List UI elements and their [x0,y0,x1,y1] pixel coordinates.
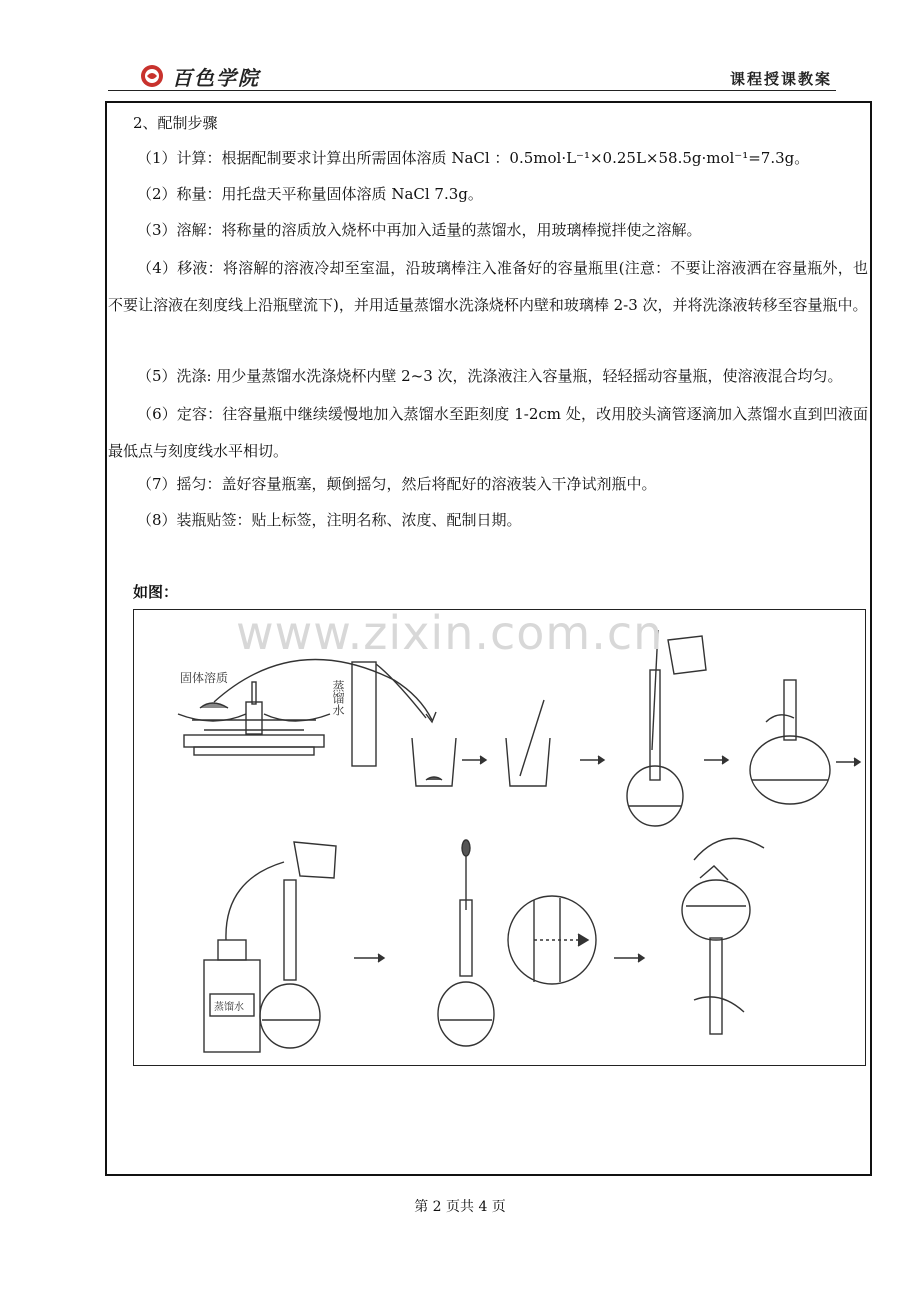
solid-solute-label: 固体溶质 [180,671,229,685]
step-8: （8）装瓶贴签：贴上标签，注明名称、浓度、配制日期。 [137,511,522,529]
volumetric-flask-rinse [260,842,336,1048]
inverting-flask [682,838,764,1034]
graduated-cylinder [352,662,376,766]
header-rule [108,90,836,91]
step-2: （2）称量：用托盘天平称量固体溶质 NaCl 7.3g。 [137,185,483,203]
beaker-2 [506,738,550,786]
swirling-flask [750,680,830,804]
step-3: （3）溶解：将称量的溶质放入烧杯中再加入适量的蒸馏水，用玻璃棒搅拌使之溶解。 [137,221,702,239]
figure-label: 如图： [133,583,179,601]
procedure-diagram [134,610,867,1067]
step-4: （4）移液：将溶解的溶液冷却至室温，沿玻璃棒注入准备好的容量瓶里(注意：不要让溶液洒在容量瓶外，也不要让溶液在刻度线上沿瓶壁流下)，并用适量蒸馏水洗涤烧杯内壁和玻璃棒 2-3 次，并将洗涤液转移至容量瓶中。 [108,259,868,314]
meniscus-magnifier [508,896,596,984]
document-type: 课程授课教案 [729,70,832,88]
bottle-label: 蒸馏水 [214,1002,244,1013]
page-header [108,60,836,92]
step-6: （6）定容：往容量瓶中继续缓慢地加入蒸馏水至距刻度 1-2cm 处，改用胶头滴管逐滴加入蒸馏水直到凹液面最低点与刻度线水平相切。 [108,405,868,460]
step-5: （5）洗涤: 用少量蒸馏水洗涤烧杯内壁 2~3 次，洗涤液注入容量瓶，轻轻摇动容量瓶，使溶液混合均匀。 [137,367,843,385]
glass-rod [520,700,544,776]
wash-bottle [204,862,284,1052]
school-name: 百色学院 [172,66,260,90]
balance-illustration [178,682,330,755]
dropper-flask [438,840,494,1046]
watermark-text: www.zixin.com.cn [236,606,664,660]
distilled-water-label: 蒸馏水 [331,680,345,716]
step-1: （1）计算：根据配制要求计算出所需固体溶质 NaCl ：0.5mol·L⁻¹×0.25L×58.5g·mol⁻¹=7.3g。 [137,149,810,167]
section-title: 2、配制步骤 [133,114,218,132]
step-7: （7）摇匀：盖好容量瓶塞，颠倒摇匀，然后将配好的溶液装入干净试剂瓶中。 [137,475,657,493]
page-footer: 第 2 页共 4 页 [414,1199,506,1215]
school-logo-icon [140,64,164,88]
procedure-figure [133,609,866,1066]
